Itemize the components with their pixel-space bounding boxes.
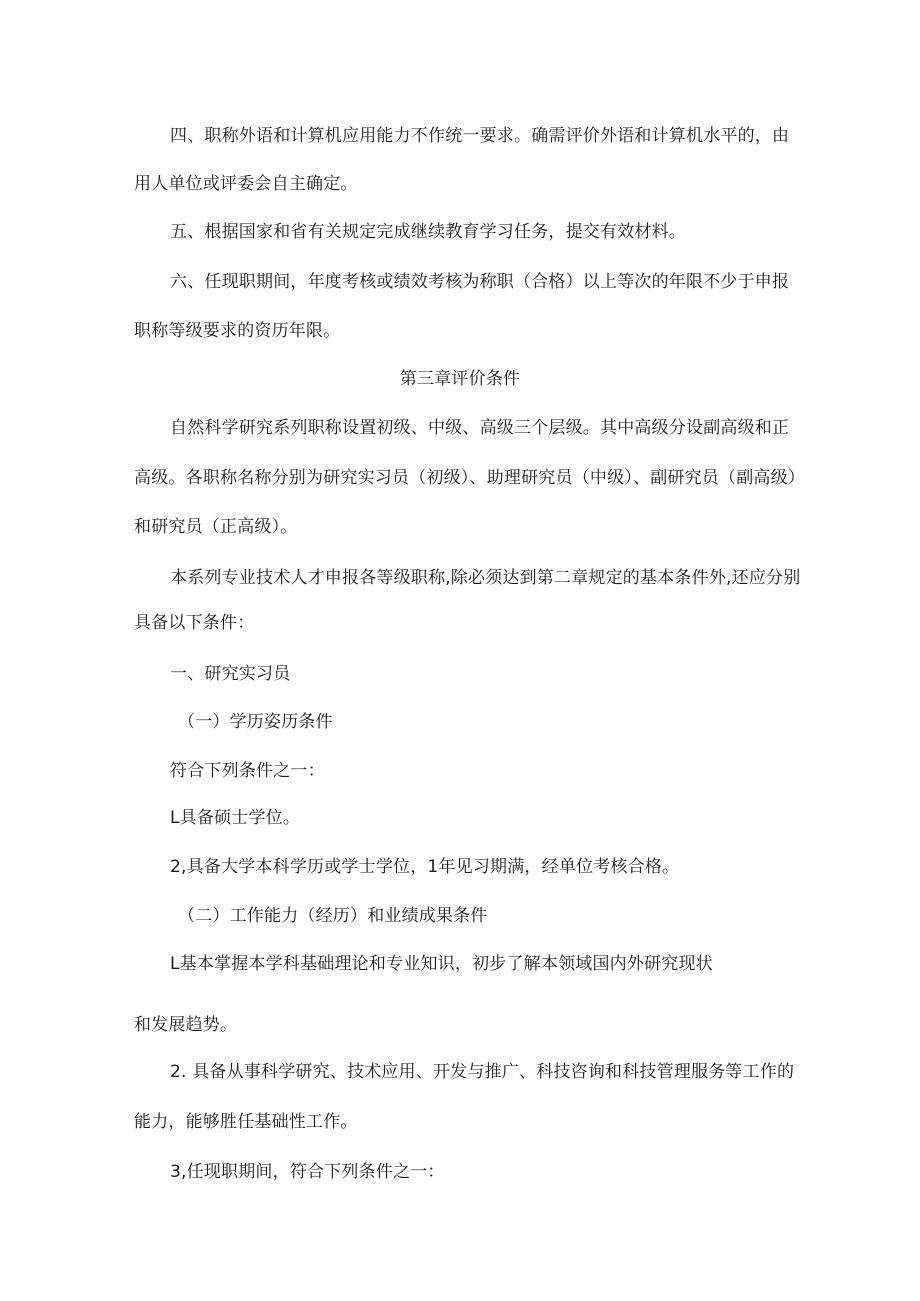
list-item-tenure-conditions: 3,任现职期间，符合下列条件之一： bbox=[170, 1162, 445, 1182]
subsection-heading-work-ability: （二）工作能力（经历）和业绩成果条件 bbox=[178, 906, 488, 926]
paragraph-line-continuation: 职称等级要求的资历年限。 bbox=[134, 321, 341, 341]
paragraph-line-continuation: 具备以下条件： bbox=[134, 613, 255, 633]
subsection-heading-education: （一）学历姿历条件 bbox=[178, 712, 333, 732]
paragraph-line-one-of-conditions: 符合下列条件之一： bbox=[170, 761, 325, 781]
paragraph-line-foreign-language: 四、职称外语和计算机应用能力不作统一要求。确需评价外语和计算机水平的，由 bbox=[170, 126, 790, 146]
paragraph-line-continuation: 用人单位或评委会自主确定。 bbox=[134, 174, 358, 194]
list-item-masters-degree: L具备硕士学位。 bbox=[170, 808, 301, 828]
paragraph-line-continuing-education: 五、根据国家和省有关规定完成继续教育学习任务，提交有效材料。 bbox=[170, 222, 686, 242]
chapter-heading: 第三章评价条件 bbox=[399, 369, 521, 389]
list-item-bachelor-degree: 2,具备大学本科学历或学士学位，1年见习期满，经单位考核合格。 bbox=[170, 857, 680, 877]
paragraph-line-continuation: 高级。各职称名称分别为研究实习员（初级）、助理研究员（中级）、副研究员（副高级） bbox=[134, 468, 805, 488]
paragraph-line-series-levels: 自然科学研究系列职称设置初级、中级、高级三个层级。其中高级分设副高级和正 bbox=[170, 418, 790, 438]
list-item-continuation: 和发展趋势。 bbox=[134, 1015, 238, 1035]
section-heading-research-intern: 一、研究实习员 bbox=[170, 664, 291, 684]
list-item-research-ability: 2. 具备从事科学研究、技术应用、开发与推广、科技咨询和科技管理服务等工作的 bbox=[170, 1062, 795, 1082]
list-item-basic-theory: L基本掌握本学科基础理论和专业知识，初步了解本领域国内外研究现状 bbox=[170, 954, 713, 974]
paragraph-line-continuation: 和研究员（正高级）。 bbox=[134, 517, 298, 537]
list-item-continuation: 能力，能够胜任基础性工作。 bbox=[134, 1112, 358, 1132]
paragraph-line-annual-assessment: 六、任现职期间，年度考核或绩效考核为称职（合格）以上等次的年限不少于申报 bbox=[170, 272, 790, 292]
paragraph-line-application-conditions: 本系列专业技术人才申报各等级职称,除必须达到第二章规定的基本条件外,还应分别 bbox=[170, 568, 801, 588]
